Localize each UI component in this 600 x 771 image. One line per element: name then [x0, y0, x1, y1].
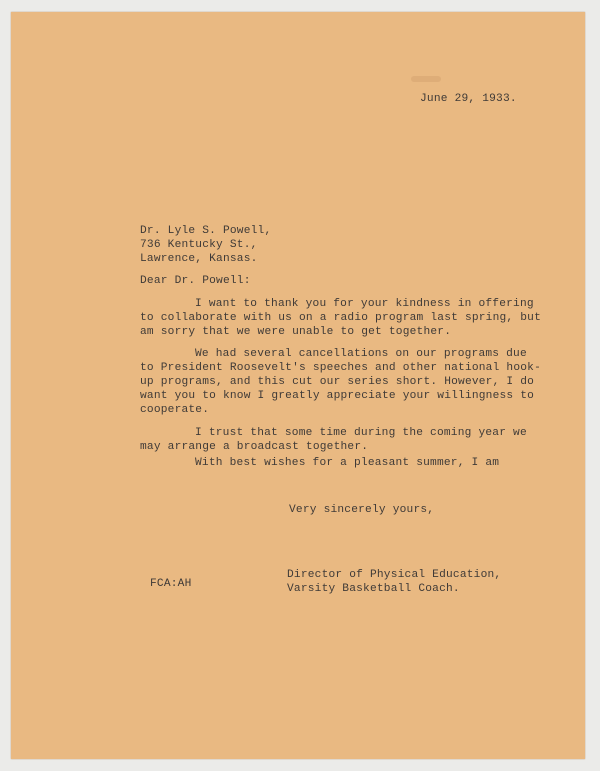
paragraph-line: cooperate. [140, 404, 210, 416]
paragraph-line: up programs, and this cut our series short. However, I do [140, 376, 535, 388]
paragraph-line: am sorry that we were unable to get together. [140, 326, 452, 338]
signature-title: Varsity Basketball Coach. [287, 583, 460, 595]
recipient-street: 736 Kentucky St., [140, 239, 258, 251]
paragraph-line: I trust that some time during the coming year we [195, 427, 527, 439]
recipient-city: Lawrence, Kansas. [140, 253, 258, 265]
salutation: Dear Dr. Powell: [140, 275, 251, 287]
paragraph-line: We had several cancellations on our programs due [195, 348, 527, 360]
paragraph-line: to collaborate with us on a radio program last spring, but [140, 312, 541, 324]
letter-page [11, 12, 585, 759]
complimentary-close: Very sincerely yours, [289, 504, 435, 516]
paragraph-line: want you to know I greatly appreciate your willingness to [140, 390, 535, 402]
letter-date: June 29, 1933. [420, 93, 517, 105]
recipient-name: Dr. Lyle S. Powell, [140, 225, 272, 237]
paragraph-line: I want to thank you for your kindness in offering [195, 298, 534, 310]
paper-stain [411, 76, 441, 82]
paragraph-line: to President Roosevelt's speeches and other national hook- [140, 362, 541, 374]
paragraph-line: With best wishes for a pleasant summer, I am [195, 457, 500, 469]
signature-title: Director of Physical Education, [287, 569, 502, 581]
reference-initials: FCA:AH [150, 578, 192, 590]
paragraph-line: may arrange a broadcast together. [140, 441, 369, 453]
